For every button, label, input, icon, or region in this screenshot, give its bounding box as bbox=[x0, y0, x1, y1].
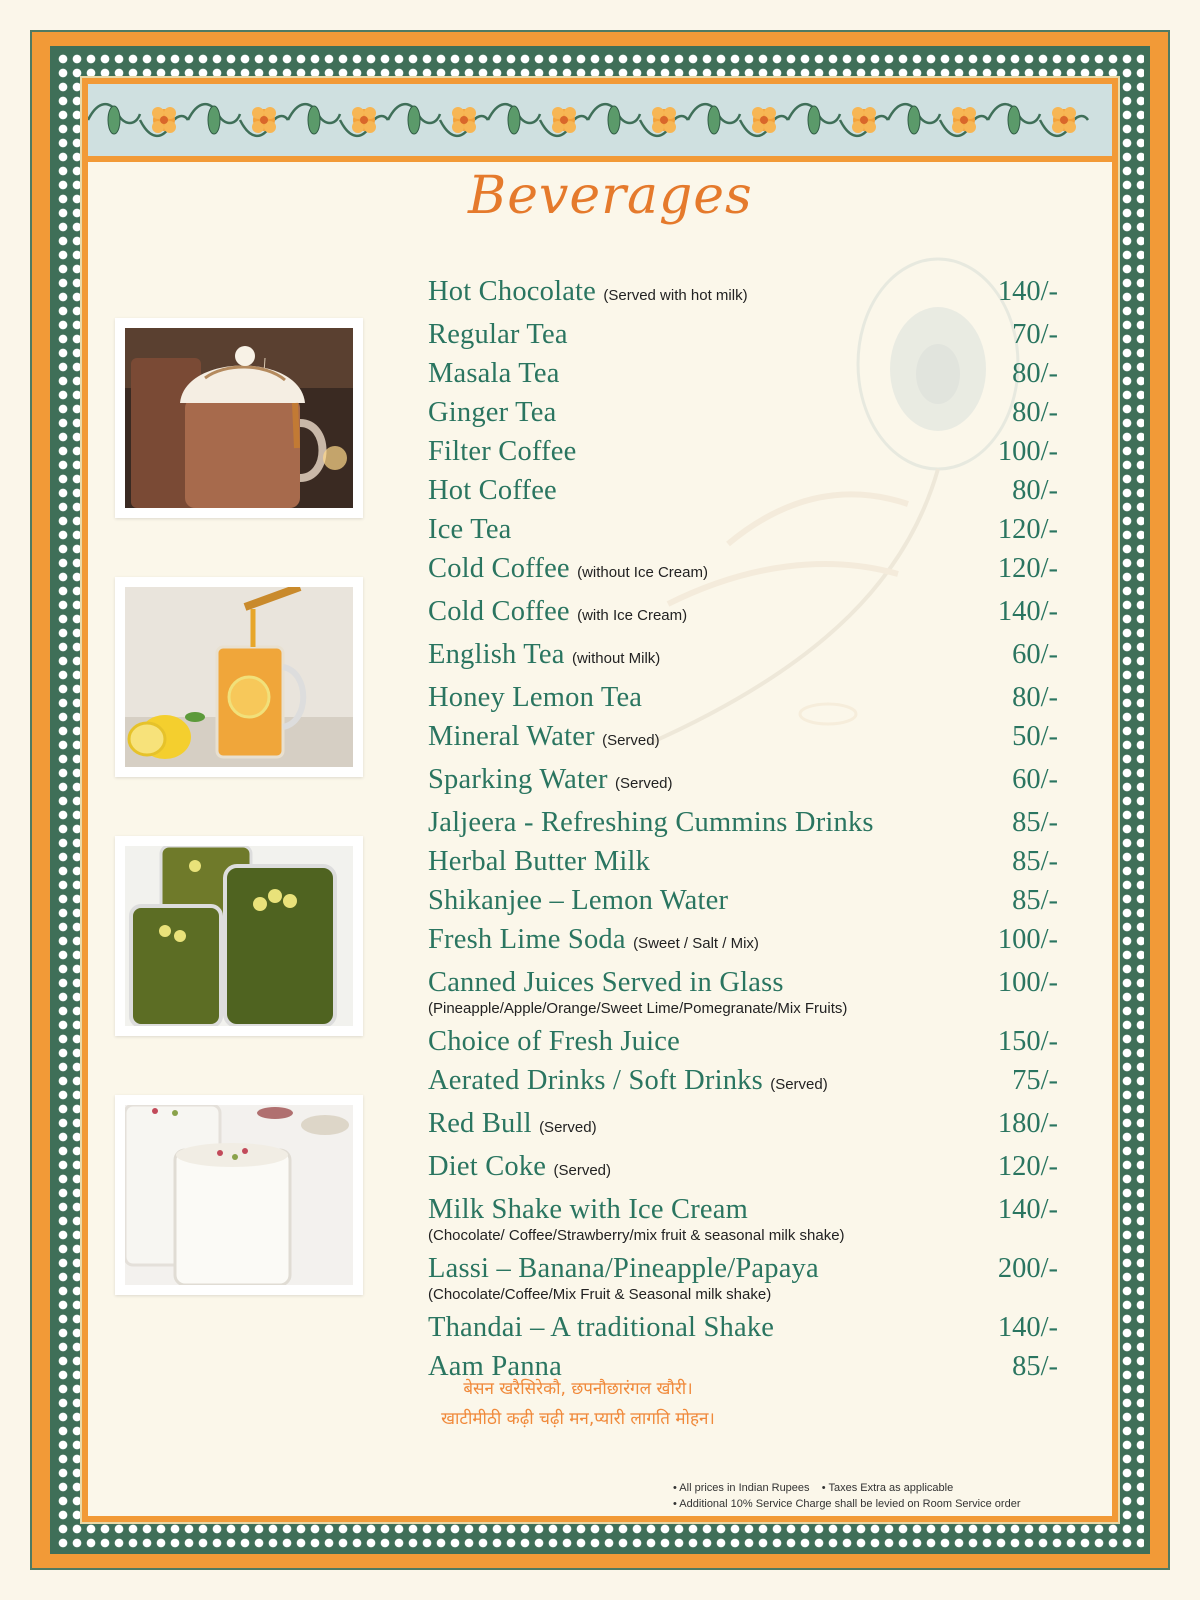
footnote-prices: • All prices in Indian Rupees bbox=[673, 1482, 810, 1494]
menu-item bbox=[428, 272, 1058, 315]
menu-item bbox=[428, 549, 1058, 592]
item-price: 80/- bbox=[1012, 397, 1058, 428]
item-note: (Served) bbox=[539, 1119, 597, 1136]
item-price: 200/- bbox=[997, 1253, 1058, 1284]
menu-item bbox=[428, 717, 1058, 760]
menu-item bbox=[428, 842, 1058, 881]
item-price: 70/- bbox=[1012, 319, 1058, 350]
item-price: 120/- bbox=[997, 553, 1058, 584]
menu-item bbox=[428, 471, 1058, 510]
menu-item bbox=[428, 1147, 1058, 1190]
item-price: 150/- bbox=[997, 1026, 1058, 1057]
item-name: Thandai – A traditional Shake bbox=[428, 1312, 775, 1343]
item-price: 80/- bbox=[1012, 358, 1058, 389]
item-name: Diet Coke bbox=[428, 1151, 547, 1182]
menu-item bbox=[428, 760, 1058, 803]
item-name: Choice of Fresh Juice bbox=[428, 1026, 680, 1057]
item-name: Ginger Tea bbox=[428, 397, 557, 428]
item-name: Cold Coffee bbox=[428, 596, 570, 627]
item-name: Shikanjee – Lemon Water bbox=[428, 885, 729, 916]
hindi-verse-line-1: बेसन खरैसिरेकौ, छपनौछारंगल खौरी। bbox=[463, 1379, 693, 1399]
hindi-verse bbox=[368, 1374, 788, 1434]
item-name: Fresh Lime Soda bbox=[428, 924, 626, 955]
item-name: Regular Tea bbox=[428, 319, 568, 350]
menu-item bbox=[428, 881, 1058, 920]
menu-item bbox=[428, 592, 1058, 635]
item-price: 80/- bbox=[1012, 682, 1058, 713]
item-price: 85/- bbox=[1012, 885, 1058, 916]
item-price: 80/- bbox=[1012, 475, 1058, 506]
item-name: Herbal Butter Milk bbox=[428, 846, 651, 877]
menu-item bbox=[428, 963, 1058, 1019]
menu-page bbox=[88, 84, 1112, 1516]
item-name: Canned Juices Served in Glass bbox=[428, 967, 784, 998]
item-price: 75/- bbox=[1012, 1065, 1058, 1096]
item-name: Aam Panna bbox=[428, 1351, 562, 1382]
item-name: Hot Chocolate bbox=[428, 276, 597, 307]
menu-item bbox=[428, 1022, 1058, 1061]
item-price: 140/- bbox=[997, 1194, 1058, 1225]
item-price: 50/- bbox=[1012, 721, 1058, 752]
item-name: Ice Tea bbox=[428, 514, 512, 545]
item-name: Sparking Water bbox=[428, 764, 608, 795]
menu-item bbox=[428, 678, 1058, 717]
item-price: 85/- bbox=[1012, 807, 1058, 838]
item-description: (Chocolate/Coffee/Mix Fruit & Seasonal milk shake) bbox=[428, 1286, 772, 1303]
menu-item bbox=[428, 1190, 1058, 1246]
menu-item bbox=[428, 1104, 1058, 1147]
jaljeera-photo bbox=[115, 836, 363, 1036]
item-note: (without Ice Cream) bbox=[577, 564, 708, 581]
item-description: (Pineapple/Apple/Orange/Sweet Lime/Pomegranate/Mix Fruits) bbox=[428, 1000, 848, 1017]
item-price: 60/- bbox=[1012, 639, 1058, 670]
item-price: 180/- bbox=[997, 1108, 1058, 1139]
item-note: (Sweet / Salt / Mix) bbox=[633, 935, 759, 952]
item-name: Honey Lemon Tea bbox=[428, 682, 643, 713]
item-price: 100/- bbox=[997, 436, 1058, 467]
menu-item bbox=[428, 510, 1058, 549]
item-name: Mineral Water bbox=[428, 721, 595, 752]
item-price: 85/- bbox=[1012, 846, 1058, 877]
floral-pattern-icon bbox=[88, 84, 1112, 156]
menu-item bbox=[428, 1249, 1058, 1305]
item-price: 100/- bbox=[997, 924, 1058, 955]
item-name: English Tea bbox=[428, 639, 565, 670]
lassi-photo bbox=[115, 1095, 363, 1295]
menu-item bbox=[428, 1308, 1058, 1347]
menu-item bbox=[428, 1061, 1058, 1104]
item-price: 140/- bbox=[997, 596, 1058, 627]
item-name: Red Bull bbox=[428, 1108, 532, 1139]
honey-lemon-tea-photo bbox=[115, 577, 363, 777]
menu-item bbox=[428, 315, 1058, 354]
item-name: Aerated Drinks / Soft Drinks bbox=[428, 1065, 763, 1096]
page-title: Beverages bbox=[468, 166, 753, 226]
menu-item bbox=[428, 393, 1058, 432]
item-note: (Served) bbox=[602, 732, 660, 749]
item-price: 120/- bbox=[997, 514, 1058, 545]
item-note: (without Milk) bbox=[571, 650, 661, 667]
item-price: 120/- bbox=[997, 1151, 1058, 1182]
item-price: 140/- bbox=[997, 1312, 1058, 1343]
footnote-taxes: • Taxes Extra as applicable bbox=[821, 1482, 954, 1494]
footnotes bbox=[673, 1480, 1020, 1512]
menu-item bbox=[428, 920, 1058, 963]
menu-item bbox=[428, 635, 1058, 678]
item-name: Jaljeera - Refreshing Cummins Drinks bbox=[428, 807, 874, 838]
item-note: (Served) bbox=[770, 1076, 828, 1093]
footnote-service-charge: • Additional 10% Service Charge shall be levied on Room Service order bbox=[673, 1498, 1021, 1510]
item-name: Masala Tea bbox=[428, 358, 560, 389]
item-description: (Chocolate/ Coffee/Strawberry/mix fruit & seasonal milk shake) bbox=[428, 1227, 845, 1244]
hot-chocolate-photo bbox=[115, 318, 363, 518]
item-name: Milk Shake with Ice Cream bbox=[428, 1194, 749, 1225]
item-price: 60/- bbox=[1012, 764, 1058, 795]
menu-item bbox=[428, 432, 1058, 471]
item-price: 140/- bbox=[997, 276, 1058, 307]
item-price: 85/- bbox=[1012, 1351, 1058, 1382]
item-price: 100/- bbox=[997, 967, 1058, 998]
item-note: (Served) bbox=[553, 1162, 612, 1179]
item-name: Filter Coffee bbox=[428, 436, 577, 467]
floral-band bbox=[88, 84, 1112, 162]
item-name: Lassi – Banana/Pineapple/Papaya bbox=[428, 1253, 819, 1284]
item-note: (Served) bbox=[614, 775, 673, 792]
menu-item bbox=[428, 354, 1058, 393]
item-name: Cold Coffee bbox=[428, 553, 570, 584]
hindi-verse-line-2: खाटीमीठी कढ़ी चढ़ी मन,प्यारी लागति मोहन। bbox=[441, 1409, 715, 1429]
menu-item bbox=[428, 803, 1058, 842]
item-note: (Served with hot milk) bbox=[603, 287, 748, 304]
item-name: Hot Coffee bbox=[428, 475, 557, 506]
beverage-list bbox=[428, 272, 1058, 1386]
item-note: (with Ice Cream) bbox=[577, 607, 688, 624]
